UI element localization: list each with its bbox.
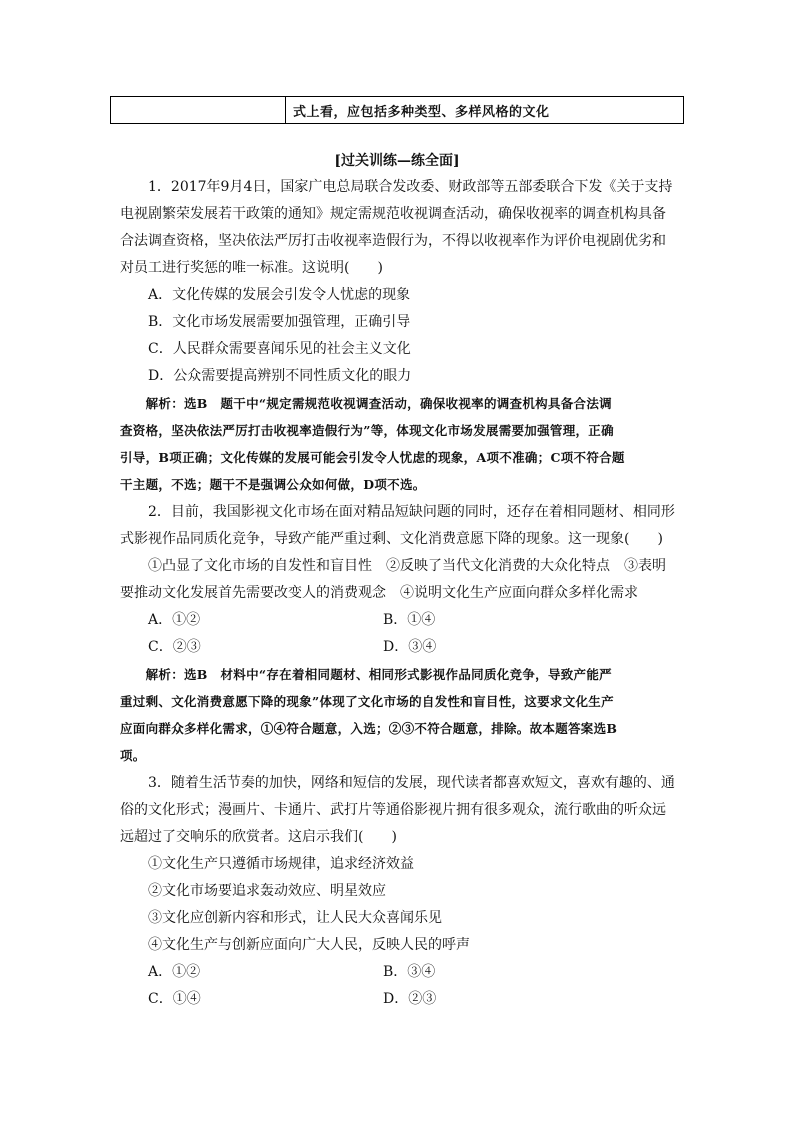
q1-line: 对员工进行奖惩的唯一标准。这说明( ) (120, 260, 383, 276)
q3-statement-3: ③文化应创新内容和形式，让人民大众喜闻乐见 (120, 910, 442, 926)
section-title: [过关训练—练全面] (334, 153, 460, 169)
q3-option-a: A．①② (120, 964, 201, 980)
q3-statement-2: ②文化市场要追求轰动效应、明星效应 (120, 883, 386, 899)
q1-explanation: 干主题，不选；题干不是强调公众如何做，D项不选。 (120, 477, 426, 492)
q2-option-b: B．①④ (383, 612, 436, 628)
q1-line: 1．2017年9月4日，国家广电总局联合发改委、财政部等五部委联合下发《关于支持 (120, 179, 673, 195)
q3-line: 3．随着生活节奏的加快，网络和短信的发展，现代读者都喜欢短文，喜欢有趣的、通 (120, 775, 675, 791)
table-divider (285, 97, 286, 123)
q2-explanation: 解析：选B 材料中“存在着相同题材、相同形式影视作品同质化竞争，导致产能严 (120, 667, 612, 682)
q1-explanation: 查资格，坚决依法严厉打击收视率造假行为”等，体现文化市场发展需要加强管理，正确 (120, 423, 614, 438)
q3-option-c: C．①④ (120, 991, 201, 1007)
q2-line: 式影视作品同质化竞争，导致产能严重过剩、文化消费意愿下降的现象。这一现象( ) (120, 531, 663, 547)
q1-option-d: D．公众需要提高辨别不同性质文化的眼力 (120, 368, 412, 384)
q2-option-a: A．①② (120, 612, 201, 628)
q1-line: 电视剧繁荣发展若干政策的通知》规定需规范收视调查活动，确保收视率的调查机构具备 (120, 206, 666, 222)
q3-statement-1: ①文化生产只遵循市场规律，追求经济效益 (120, 856, 414, 872)
q3-option-d: D．②③ (383, 991, 437, 1007)
q2-line: ①凸显了文化市场的自发性和盲目性 ②反映了当代文化消费的大众化特点 ③表明 (120, 558, 666, 574)
q2-option-d: D．③④ (383, 639, 437, 655)
q3-line: 远超过了交响乐的欣赏者。这启示我们( ) (120, 829, 397, 845)
q1-line: 合法调查资格，坚决依法严厉打击收视率造假行为，不得以收视率作为评价电视剧优劣和 (120, 233, 666, 249)
q2-explanation: 应面向群众多样化需求，①④符合题意，入选；②③不符合题意，排除。故本题答案选B (120, 721, 618, 736)
table-cell-text: 式上看，应包括多种类型、多样风格的文化 (293, 105, 550, 120)
q2-explanation: 重过剩、文化消费意愿下降的现象”体现了文化市场的自发性和盲目性，这要求文化生产 (120, 694, 614, 709)
q3-statement-4: ④文化生产与创新应面向广大人民，反映人民的呼声 (120, 937, 470, 953)
q1-option-c: C．人民群众需要喜闻乐见的社会主义文化 (120, 341, 411, 357)
q3-option-b: B．③④ (383, 964, 436, 980)
q2-line: 2．目前，我国影视文化市场在面对精品短缺问题的同时，还存在着相同题材、相同形 (120, 504, 675, 520)
q1-explanation: 引导，B项正确；文化传媒的发展可能会引发令人忧虑的现象，A项不准确；C项不符合题 (120, 450, 625, 465)
q3-line: 俗的文化形式；漫画片、卡通片、武打片等通俗影视片拥有很多观众，流行歌曲的听众远 (120, 802, 666, 818)
q1-option-a: A．文化传媒的发展会引发令人忧虑的现象 (120, 287, 411, 303)
q1-explanation: 解析：选B 题干中“规定需规范收视调查活动，确保收视率的调查机构具备合法调 (120, 396, 612, 411)
table-fragment (110, 96, 684, 124)
q2-option-c: C．②③ (120, 639, 201, 655)
q1-option-b: B．文化市场发展需要加强管理，正确引导 (120, 314, 411, 330)
q2-explanation: 项。 (120, 748, 146, 763)
q2-line: 要推动文化发展首先需要改变人的消费观念 ④说明文化生产应面向群众多样化需求 (120, 585, 638, 601)
